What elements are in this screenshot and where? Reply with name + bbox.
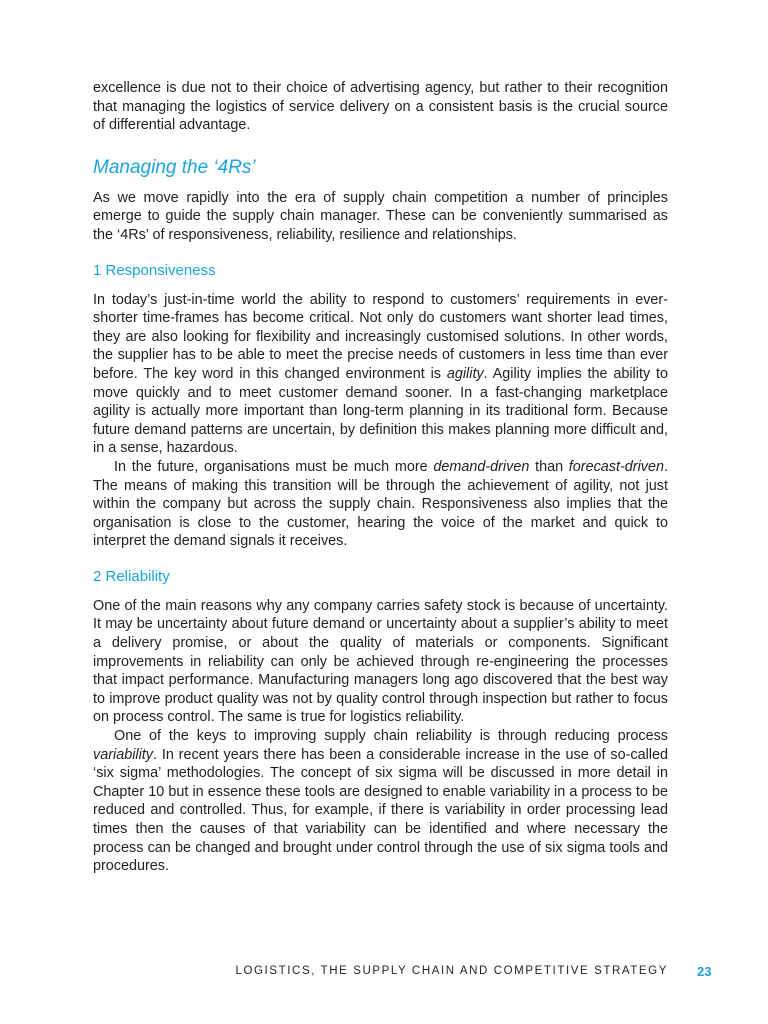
page-number: 23 — [697, 964, 712, 979]
subheading-reliability: 2 Reliability — [93, 567, 170, 585]
section-heading: Managing the ‘4Rs’ — [93, 156, 256, 178]
responsiveness-paragraph-2: In the future, organisations must be much more demand-driven than forecast-driven. The means of making this transition will be through the achievement of agility, not just within the company but across the supply chain. Responsiveness also implies that the organisation is close to the customer, hearing the voice of the market and quick to interpret the demand signals it receives. — [93, 458, 668, 550]
intro-paragraph: excellence is due not to their choice of advertising agency, but rather to their recognition that managing the logistics of service delivery on a consistent basis is the crucial source of differential advantage. — [93, 80, 668, 134]
page-body — [93, 79, 668, 876]
running-footer — [0, 963, 768, 983]
reliability-paragraph-2: One of the keys to improving supply chain reliability is through reducing process variability. In recent years there has been a considerable increase in the use of so-called ‘six sigma’ methodologies. The concept of six sigma will be discussed in more detail in Chapter 10 but in essence these tools are designed to enable variability in a process to be reduced and controlled. Thus, for example, if there is variability in order processing lead times then the causes of that variability can be identified and where necessary the process can be changed and brought under control through the use of six sigma tools and procedures. — [93, 728, 668, 875]
reliability-paragraph-1: One of the main reasons why any company carries safety stock is because of uncertainty. It may be uncertainty about future demand or uncertainty about a supplier’s ability to meet a delivery promise, or about the quality of materials or components. Significant improvements in reliability can only be achieved through re-engineering the processes that impact performance. Manufacturing managers long ago discovered that the best way to improve product quality was not by quality control through inspection but rather to focus on process control. The same is true for logistics reliability. — [93, 597, 668, 726]
responsiveness-paragraph-1: In today’s just-in-time world the ability to respond to customers’ requirements in ever-shorter time-frames has become critical. Not only do customers want shorter lead times, they are also looking for flexibility and increasingly customised solutions. In other words, the supplier has to be able to meet the precise needs of customers in less time than ever before. The key word in this changed environment is agility. Agility implies the ability to move quickly and to meet customer demand sooner. In a fast-changing marketplace agility is actually more important than long-term planning in its traditional form. Because future demand patterns are uncertain, by definition this makes planning more difficult and, in a sense, hazardous. — [93, 291, 668, 457]
running-title: LOGISTICS, THE SUPPLY CHAIN AND COMPETITIVE STRATEGY — [235, 965, 668, 977]
section-intro-paragraph: As we move rapidly into the era of supply chain competition a number of principles emerge to guide the supply chain manager. These can be conveniently summarised as the ‘4Rs’ of responsiveness, reliability, resilience and relationships. — [93, 189, 668, 243]
subheading-responsiveness: 1 Responsiveness — [93, 261, 216, 279]
